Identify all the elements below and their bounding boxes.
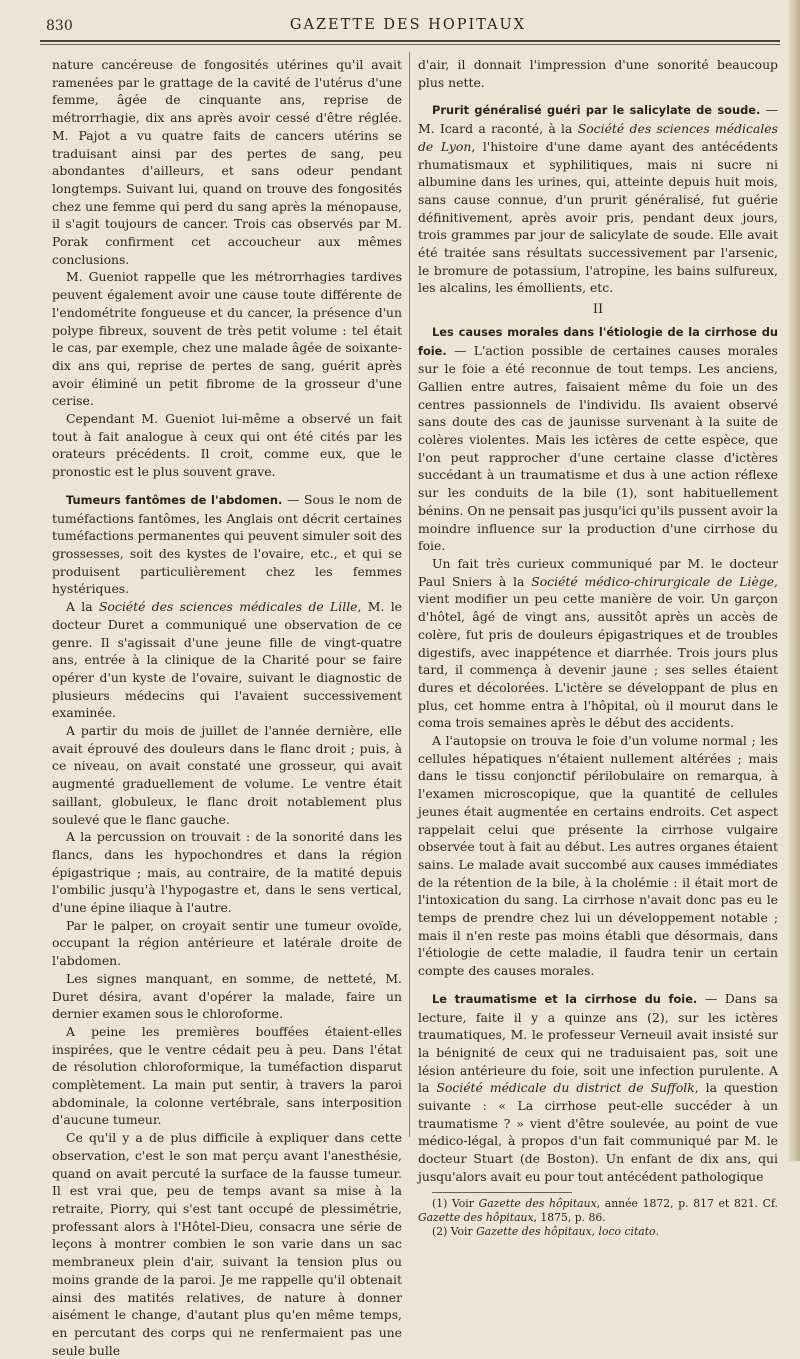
- header-rule-thick: [40, 40, 780, 42]
- footnote-2: (2) Voir Gazette des hôpitaux, loco citato.: [432, 1224, 659, 1238]
- paragraph: Un fait très curieux communiqué par M. le docteur Paul Sniers à la Société médico-chirurgicale de Liège, vient modifier un peu cette manière de voir. Un garçon d'hôtel, âgé de vingt ans, aussitôt après un accès de colère, fut pris de douleurs épigastriques et de troubles digestifs, avec inappétence et diarrhée. Trois jours plus tard, il commença à devenir jaune ; ses selles étaient dures et décolorées. L'ictère se développant de plus en plus, cet homme entra à l'hôpital, où il mourut dans le coma trois semaines après le début des accidents.: [418, 555, 778, 731]
- section-heading: Prurit généralisé guéri par le salicylate de soude.: [432, 103, 761, 118]
- paragraph: Les signes manquant, en somme, de netteté, M. Duret désira, avant d'opérer la malade, faire un dernier examen sous le chloroforme.: [52, 970, 402, 1022]
- paragraph: nature cancéreuse de fongosités utérines qu'il avait ramenées par le grattage de la cavité de l'utérus d'une femme, âgée de cinquante ans, reprise de métrorrhagie, dix ans après avoir cessé d'être réglée. M. Pajot a vu quatre faits de cancers utérins se traduisant ainsi par des pertes de sang, peu abondantes d'ailleurs, et sans odeur pendant longtemps. Suivant lui, quand on trouve des fongosités chez une femme qui perd du sang après la ménopause, il s'agit toujours de cancer. Trois cas observés par M. Porak confirment cet accoucheur aux mêmes conclusions.: [52, 57, 402, 267]
- paragraph: Ce qu'il y a de plus difficile à expliquer dans cette observation, c'est le son mat perçu avant l'anesthésie, quand on avait percuté la surface de la fausse tumeur. Il est vrai que, peu de temps avant sa mise à la retraite, Piorry, qui s'est tant occupé de plessimétrie, professant alors à l'Hôtel-Dieu, consacra une série de leçons à montrer combien le son varie dans un sac membraneux plein d'air, suivant la tension plus ou moins grande de la paroi. Je me rappelle qu'il obtenait ainsi des matités relatives, de nature à donner aisément le change, d'autant plus qu'en même temps, en percutant des corps qui ne renfermaient pas une seule bulle: [52, 1130, 402, 1358]
- section-heading: Tumeurs fantômes de l'abdomen.: [66, 492, 283, 507]
- paragraph: A la Société des sciences médicales de Lille, M. le docteur Duret a communiqué une observation de ce genre. Il s'agissait d'une jeune fille de vingt-quatre ans, entrée à la clinique de la Charité pour se faire opérer d'un kyste de l'ovaire, suivant le diagnostic de plusieurs médecins qui l'avaient successivement examinée.: [52, 599, 402, 721]
- footnote-1: (1) Voir Gazette des hôpitaux, année 1872, p. 817 et 821. Cf. Gazette des hôpitaux, 1875, p. 86.: [418, 1196, 778, 1224]
- society-name: Société médicale du district de Suffolk: [436, 1080, 695, 1096]
- column-divider: [409, 52, 410, 1137]
- paragraph: A la percussion on trouvait : de la sonorité dans les flancs, dans les hypochondres et dans la région épigastrique ; mais, au contraire, de la matité depuis l'ombilic jusqu'à l'hypogastre et, dans le sens vertical, d'une épine iliaque à l'autre.: [52, 829, 402, 916]
- header-rule-thin: [40, 44, 780, 45]
- society-name: Société des sciences médicales de Lyon: [418, 121, 778, 154]
- section-tumeurs-fantomes: Tumeurs fantômes de l'abdomen. — Sous le nom de tuméfactions fantômes, les Anglais ont décrit certaines tuméfactions permanentes qui peuvent simuler soit des grossesses, soit des kystes de l'ovaire, etc., et qui se produisent particulièrement chez les femmes hystériques.: [52, 491, 403, 597]
- right-column: [418, 56, 778, 1239]
- page-number: 830: [46, 18, 73, 34]
- section-heading: Les causes morales dans l'étiologie de la cirrhose du foie.: [418, 324, 778, 358]
- section-number: II: [592, 302, 604, 318]
- section-causes-morales: Les causes morales dans l'étiologie de la cirrhose du foie. — L'action possible de certaines causes morales sur le foie a été reconnue de tout temps. Les anciens, Gallien entre autres, faisaient même du foie un des centres passionnels de l'individu. Ils avaient observé sans doute des cas de jaunisse survenant à la suite de colères violentes. Mais les ictères de cette espèce, que l'on peut rapprocher d'une certaine classe d'ictères succédant à un traumatisme et dus à une action réflexe sur les conduits de la bile (1), sont habituellement bénins. On ne pensait pas jusqu'ici qu'ils pussent avoir la moindre influence sur la production d'une cirrhose du foie.: [418, 324, 778, 554]
- paragraph: d'air, il donnait l'impression d'une sonorité beaucoup plus nette.: [418, 57, 778, 90]
- paragraph: Par le palper, on croyait sentir une tumeur ovoïde, occupant la région antérieure et latérale droite de l'abdomen.: [52, 917, 402, 969]
- paragraph: M. Gueniot rappelle que les métrorrhagies tardives peuvent également avoir une cause toute différente de l'endométrite fongueuse et du cancer, la présence d'un polype fibreux, souvent de très petit volume : tel était le cas, par exemple, chez une malade âgée de soixante-dix ans qui, reprise de pertes de sang, guérit après avoir éliminé un petit fibrome de la grosseur d'une cerise.: [52, 269, 402, 409]
- paragraph: Cependant M. Gueniot lui-même a observé un fait tout à fait analogue à ceux qui ont été cités par les orateurs précédents. Il croit, comme eux, que le pronostic est le plus souvent grave.: [52, 411, 402, 480]
- section-prurit: Prurit généralisé guéri par le salicylate de soude. — M. Icard a raconté, à la Société des sciences médicales de Lyon, l'histoire d'une dame ayant des antécédents rhumatismaux et syphilitiques, mais ni sucre ni albumine dans les urines, qui, atteinte depuis huit mois, sans cause connue, d'un prurit généralisé, fut guérie définitivement, après avoir pris, pendant deux jours, trois grammes par jour de salicylate de soude. Elle avait été traitée sans résultats successivement par l'arsenic, le bromure de potassium, l'atropine, les bains sulfureux, les alcalins, les émollients, etc.: [418, 102, 779, 296]
- section-heading: Le traumatisme et la cirrhose du foie.: [432, 991, 698, 1006]
- footnote-rule: [432, 1192, 572, 1193]
- running-title: GAZETTE DES HOPITAUX: [289, 17, 527, 33]
- section-traumatisme: Le traumatisme et la cirrhose du foie. — Dans sa lecture, faite il y a quinze ans (2), sur les ictères traumatiques, M. le professeur Verneuil avait insisté sur la bénignité de ceux qui ne traduisaient pas, soit une lésion antérieure du foie, soit une infection purulente. A la Société médicale du district de Suffolk, la question suivante : « La cirrhose peut-elle succéder à un traumatisme ? » vient d'être soulevée, au point de vue médico-légal, à propos d'un fait communiqué par M. le docteur Stuart (de Boston). Un enfant de dix ans, qui jusqu'alors avait eu pour tout antécédent pathologique: [418, 990, 778, 1184]
- left-column: [52, 56, 402, 1359]
- paragraph: A partir du mois de juillet de l'année dernière, elle avait éprouvé des douleurs dans le flanc droit ; puis, à ce niveau, on avait constaté une grosseur, qui avait augmenté graduellement de volume. Le ventre était saillant, globuleux, le flanc droit notablement plus soulevé que le flanc gauche.: [52, 723, 402, 827]
- paragraph: A peine les premières bouffées étaient-elles inspirées, que le ventre cédait peu à peu. Dans l'état de résolution chloroformique, la tuméfaction disparut complètement. La main put sentir, à travers la paroi abdominale, la colonne vertébrale, sans interposition d'aucune tumeur.: [52, 1023, 402, 1128]
- society-name: Société des sciences médicales de Lille: [98, 599, 358, 615]
- paragraph: A l'autopsie on trouva le foie d'un volume normal ; les cellules hépatiques n'étaient nullement altérées ; mais dans le tissu conjonctif périlobulaire on remarqua, à l'examen microscopique, que la quantité de cellules jeunes était augmentée en certains endroits. Cet aspect rappelait celui que présente la cirrhose vulgaire observée tout à fait au début. Les autres organes étaient sains. Le malade avait succombé aux causes immédiates de la rétention de la bile, à la cholémie : il était mort de l'intoxication du sang. La cirrhose n'avait donc pas eu le temps de prendre chez lui un développement notable ; mais il n'en reste pas moins établi que désormais, dans l'étiologie de cette maladie, il faudra tenir un certain compte des causes morales.: [418, 733, 778, 979]
- society-name: Société médico-chirurgicale de Liège: [531, 573, 775, 589]
- page-header: [36, 14, 780, 36]
- page-edge-shadow: [788, 0, 800, 1161]
